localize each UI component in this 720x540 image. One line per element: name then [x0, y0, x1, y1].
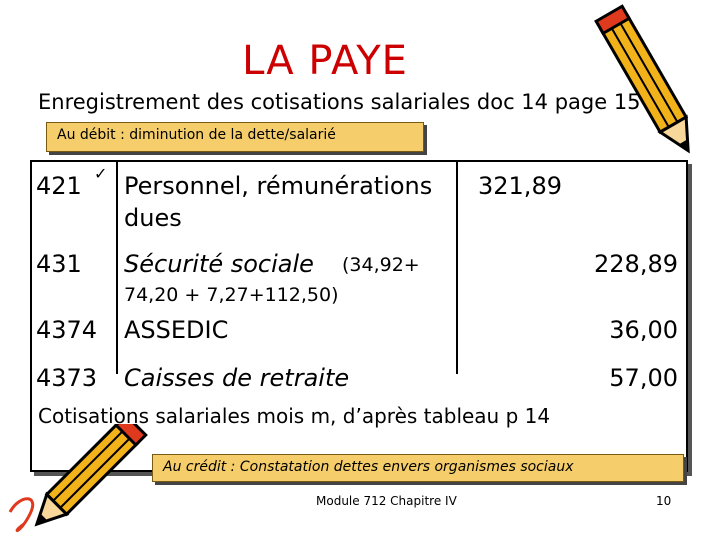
entry-label: Personnel, rémunérations	[124, 172, 433, 200]
page-number: 10	[656, 494, 672, 508]
entry-detail-continued: 74,20 + 7,27+112,50)	[124, 284, 339, 306]
entry-debit-amount: 321,89	[478, 172, 562, 200]
entry-label-continued: dues	[124, 204, 182, 232]
scribble-icon	[10, 499, 33, 531]
entry-account: 4373	[36, 364, 98, 392]
tick-mark: ✓	[94, 164, 108, 183]
entry-label: ASSEDIC	[124, 316, 229, 344]
pencil-icon	[0, 424, 160, 538]
entry-credit-amount: 57,00	[609, 364, 678, 392]
credit-callout: Au crédit : Constatation dettes envers organismes sociaux	[152, 454, 684, 482]
entry-account: 421	[36, 172, 82, 200]
slide-subtitle: Enregistrement des cotisations salariales doc 14 page 15	[38, 90, 641, 114]
entry-account: 431	[36, 250, 82, 278]
calculation-note: Cotisations salariales mois m, d’après tableau p 14	[38, 404, 551, 428]
footer-module: Module 712 Chapitre IV	[316, 494, 457, 508]
column-divider-account	[116, 162, 118, 374]
entry-credit-amount: 228,89	[594, 250, 678, 278]
entry-label: Sécurité sociale	[124, 250, 314, 278]
debit-callout: Au débit : diminution de la dette/salarié	[46, 122, 424, 152]
entry-credit-amount: 36,00	[609, 316, 678, 344]
entry-detail: (34,92+	[342, 254, 420, 276]
slide-title: LA PAYE	[242, 38, 408, 84]
entry-label: Caisses de retraite	[124, 364, 350, 392]
column-divider-debit	[456, 162, 458, 374]
pencil-icon	[592, 2, 712, 170]
entry-account: 4374	[36, 316, 98, 344]
